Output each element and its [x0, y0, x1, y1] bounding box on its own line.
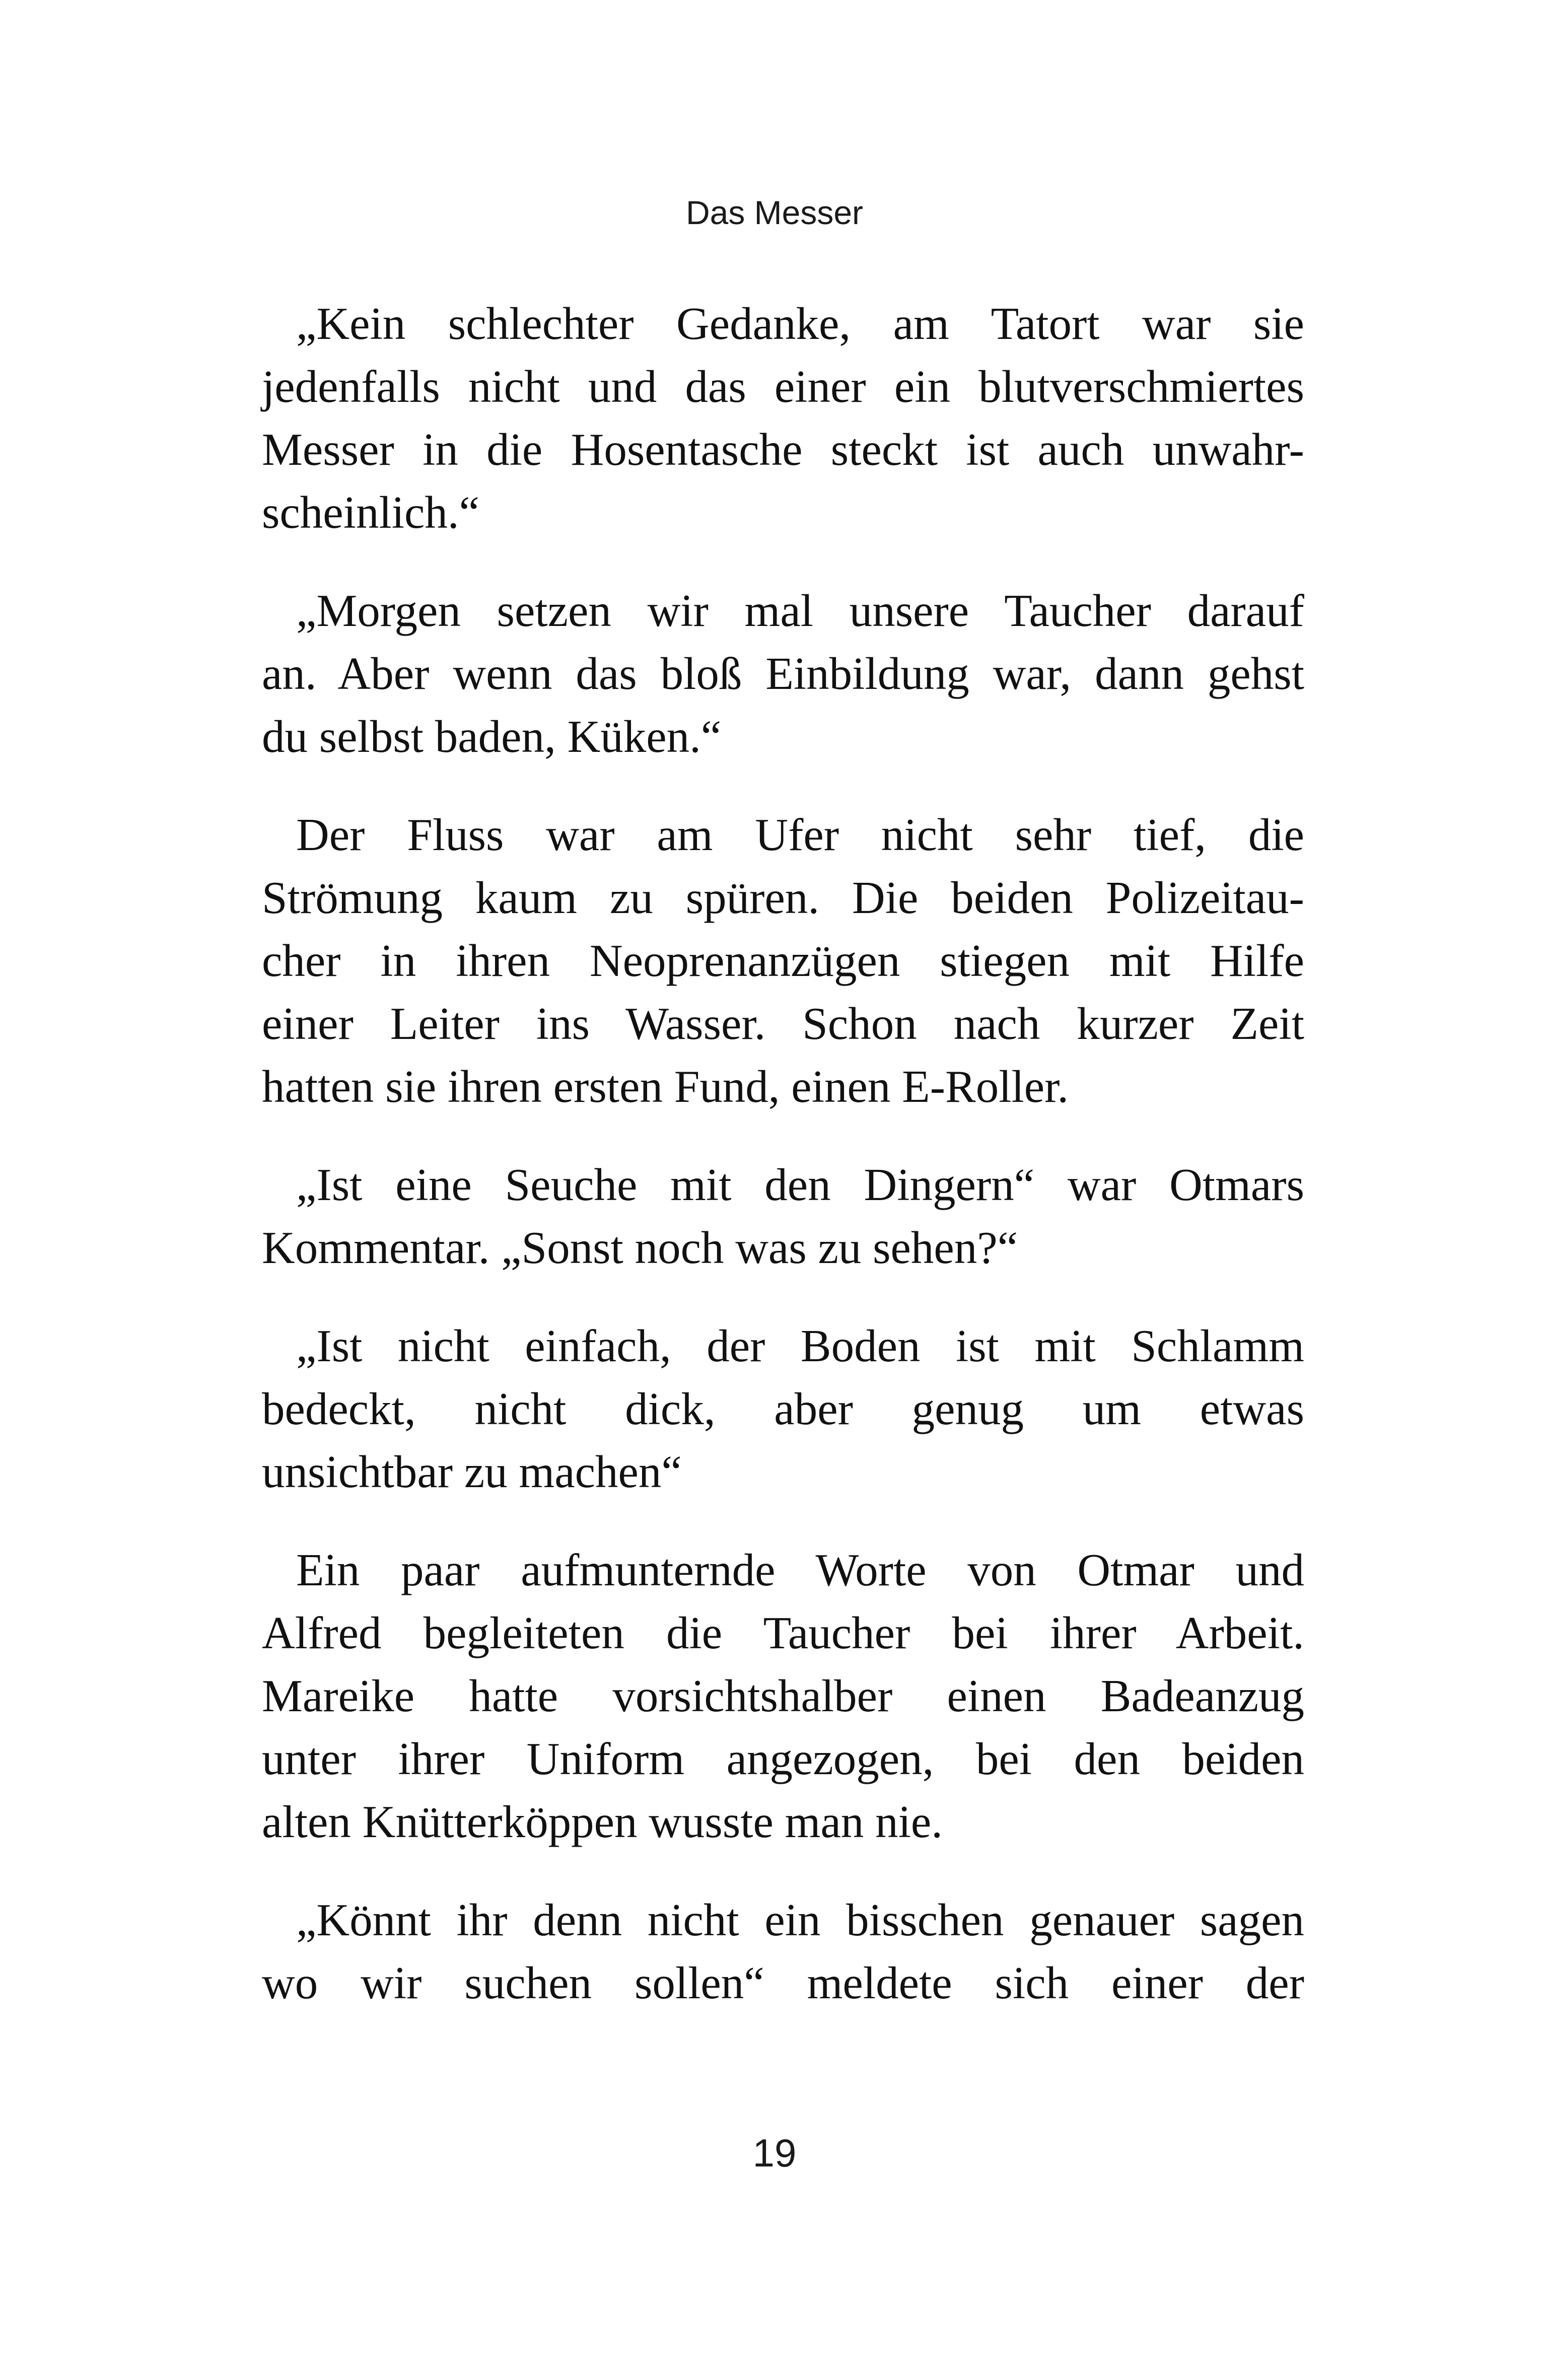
paragraph — [262, 1888, 1304, 2014]
text-line: du selbst baden, Küken.“ — [262, 711, 722, 762]
paragraph — [262, 292, 1304, 544]
text-line: „Könnt ihr denn nicht ein bisschen genauer sagen — [296, 1895, 1304, 1945]
text-line: jedenfalls nicht und das einer ein blutverschmiertes — [262, 361, 1304, 412]
paragraph — [262, 1153, 1304, 1279]
text-line: „Ist nicht einfach, der Boden ist mit Schlamm — [296, 1320, 1304, 1371]
text-line: Kommentar. „Sonst noch was zu sehen?“ — [262, 1222, 1018, 1273]
text-line: Ein paar aufmunternde Worte von Otmar und — [296, 1545, 1304, 1595]
text-line: alten Knütterköppen wusste man nie. — [262, 1796, 943, 1847]
body-text — [262, 292, 1304, 2050]
paragraph — [262, 1314, 1304, 1503]
text-line: hatten sie ihren ersten Fund, einen E-Roller. — [262, 1061, 1069, 1112]
text-line: unsichtbar zu machen“ — [262, 1446, 682, 1497]
text-line: Mareike hatte vorsichtshalber einen Badeanzug — [262, 1670, 1304, 1721]
paragraph — [262, 803, 1304, 1118]
text-line: Alfred begleiteten die Taucher bei ihrer Arbeit. — [262, 1607, 1304, 1658]
page-number: 19 — [752, 2131, 797, 2175]
running-header: Das Messer — [685, 194, 864, 231]
paragraph — [262, 1538, 1304, 1853]
text-line: Der Fluss war am Ufer nicht sehr tief, die — [296, 809, 1304, 860]
text-line: Strömung kaum zu spüren. Die beiden Polizeitau- — [262, 872, 1304, 923]
text-line: „Ist eine Seuche mit den Dingern“ war Otmars — [296, 1159, 1304, 1210]
text-line: scheinlich.“ — [262, 487, 480, 538]
text-line: einer Leiter ins Wasser. Schon nach kurzer Zeit — [262, 998, 1304, 1049]
text-line: wo wir suchen sollen“ meldete sich einer der — [262, 1957, 1304, 2008]
paragraph — [262, 579, 1304, 768]
text-line: an. Aber wenn das bloß Einbildung war, dann gehst — [262, 648, 1304, 699]
text-line: cher in ihren Neoprenanzügen stiegen mit Hilfe — [262, 935, 1304, 986]
text-line: unter ihrer Uniform angezogen, bei den beiden — [262, 1733, 1304, 1784]
text-line: bedeckt, nicht dick, aber genug um etwas — [262, 1383, 1304, 1434]
text-line: „Kein schlechter Gedanke, am Tatort war sie — [296, 298, 1304, 349]
text-line: Messer in die Hosentasche steckt ist auch unwahr- — [262, 424, 1304, 475]
text-line: „Morgen setzen wir mal unsere Taucher darauf — [296, 585, 1304, 636]
